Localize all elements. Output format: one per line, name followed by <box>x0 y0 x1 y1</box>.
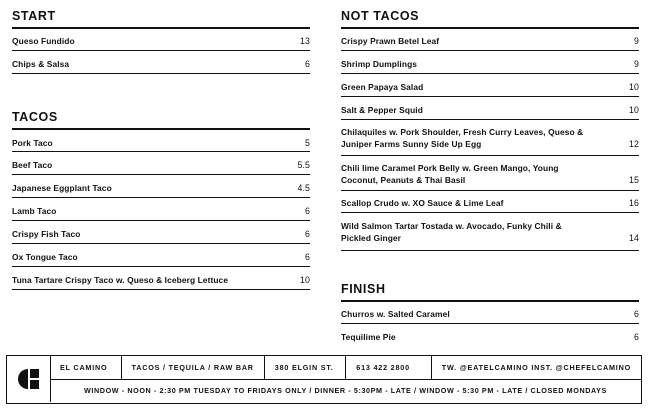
item-divider <box>12 220 310 221</box>
item-price: 12 <box>629 139 639 149</box>
item-divider <box>12 197 310 198</box>
item-price: 14 <box>629 233 639 243</box>
restaurant-name: EL CAMINO <box>50 356 122 379</box>
menu-item <box>341 308 639 320</box>
item-name: Churros w. Salted Caramel <box>341 309 450 319</box>
item-divider <box>12 266 310 267</box>
item-price: 16 <box>629 198 639 208</box>
item-price: 6 <box>634 332 639 342</box>
section-title-finish: FINISH <box>341 282 386 296</box>
item-price: 10 <box>300 275 310 285</box>
item-divider <box>341 212 639 213</box>
item-divider <box>341 155 639 156</box>
social-handles: TW. @EATELCAMINO INST. @CHEFELCAMINO <box>441 363 631 372</box>
footer-info-row <box>50 356 641 380</box>
section-title-not-tacos: NOT TACOS <box>341 9 420 23</box>
menu-item <box>341 220 639 244</box>
item-divider <box>12 73 310 74</box>
tagline: TACOS / TEQUILA / RAW BAR <box>122 356 265 379</box>
menu-item <box>12 58 310 70</box>
item-name: Green Papaya Salad <box>341 82 424 92</box>
item-divider <box>341 119 639 120</box>
item-price: 4.5 <box>297 183 310 193</box>
phone-number: 613 422 2800 <box>346 356 431 379</box>
logo-box <box>7 356 51 402</box>
item-name: Chili lime Caramel Pork Belly w. Green Mango, Young Coconut, Peanuts & Thai Basil <box>341 163 559 185</box>
item-divider <box>341 50 639 51</box>
section-rule <box>12 27 310 29</box>
item-price: 6 <box>634 309 639 319</box>
footer-hours-row <box>50 379 641 402</box>
item-name: Crispy Prawn Betel Leaf <box>341 36 440 46</box>
item-name: Beef Taco <box>12 160 53 170</box>
section-rule <box>341 300 639 302</box>
menu-item <box>341 197 639 209</box>
item-divider <box>12 289 310 290</box>
item-divider <box>341 73 639 74</box>
item-name: Chips & Salsa <box>12 59 70 69</box>
menu-item <box>12 251 310 263</box>
menu-item <box>341 81 639 93</box>
item-name: Tuna Tartare Crispy Taco w. Queso & Iceberg Lettuce <box>12 275 229 285</box>
item-name: Japanese Eggplant Taco <box>12 183 112 193</box>
item-divider <box>341 250 639 251</box>
item-divider <box>341 323 639 324</box>
item-price: 10 <box>629 105 639 115</box>
menu-item <box>341 35 639 47</box>
item-price: 15 <box>629 175 639 185</box>
item-divider <box>12 243 310 244</box>
menu-item <box>12 182 310 194</box>
menu-item <box>341 126 639 150</box>
menu-item <box>12 205 310 217</box>
footer-bar <box>6 355 642 404</box>
menu-item <box>12 159 310 171</box>
item-name: Queso Fundido <box>12 36 75 46</box>
item-name: Lamb Taco <box>12 206 57 216</box>
item-divider <box>341 190 639 191</box>
menu-item <box>341 104 639 116</box>
menu-item <box>12 228 310 240</box>
item-name: Tequilime Pie <box>341 332 396 342</box>
menu-item <box>12 274 310 286</box>
section-title-start: START <box>12 9 56 23</box>
item-name: Chilaquiles w. Pork Shoulder, Fresh Curry Leaves, Queso & Juniper Farms Sunny Side Up Egg <box>341 127 584 149</box>
item-price: 5 <box>305 138 310 148</box>
item-divider <box>12 174 310 175</box>
item-divider <box>341 96 639 97</box>
item-name: Shrimp Dumplings <box>341 59 418 69</box>
opening-hours: WINDOW - NOON - 2:30 PM TUESDAY TO FRIDAYS ONLY / DINNER - 5:30PM - LATE / WINDOW - 5:30 PM - LATE / CLOSED MONDAYS <box>84 386 607 395</box>
item-name: Pork Taco <box>12 138 53 148</box>
section-rule <box>12 128 310 130</box>
item-name: Ox Tongue Taco <box>12 252 78 262</box>
item-name: Wild Salmon Tartar Tostada w. Avocado, Funky Chili & Pickled Ginger <box>341 221 562 243</box>
item-divider <box>12 50 310 51</box>
menu-item <box>12 137 310 149</box>
section-rule <box>341 27 639 29</box>
item-name: Salt & Pepper Squid <box>341 105 423 115</box>
address: 380 ELGIN ST. <box>265 356 347 379</box>
item-price: 6 <box>305 252 310 262</box>
item-price: 6 <box>305 206 310 216</box>
item-price: 9 <box>634 59 639 69</box>
item-name: Scallop Crudo w. XO Sauce & Lime Leaf <box>341 198 504 208</box>
menu-item <box>12 35 310 47</box>
el-camino-logo-icon <box>17 367 41 391</box>
section-title-tacos: TACOS <box>12 110 58 124</box>
item-name: Crispy Fish Taco <box>12 229 81 239</box>
item-price: 5.5 <box>297 160 310 170</box>
item-price: 10 <box>629 82 639 92</box>
menu-item <box>341 162 639 186</box>
menu-item <box>341 331 639 343</box>
item-price: 6 <box>305 59 310 69</box>
menu-item <box>341 58 639 70</box>
item-price: 9 <box>634 36 639 46</box>
item-divider <box>12 151 310 152</box>
item-price: 6 <box>305 229 310 239</box>
item-price: 13 <box>300 36 310 46</box>
